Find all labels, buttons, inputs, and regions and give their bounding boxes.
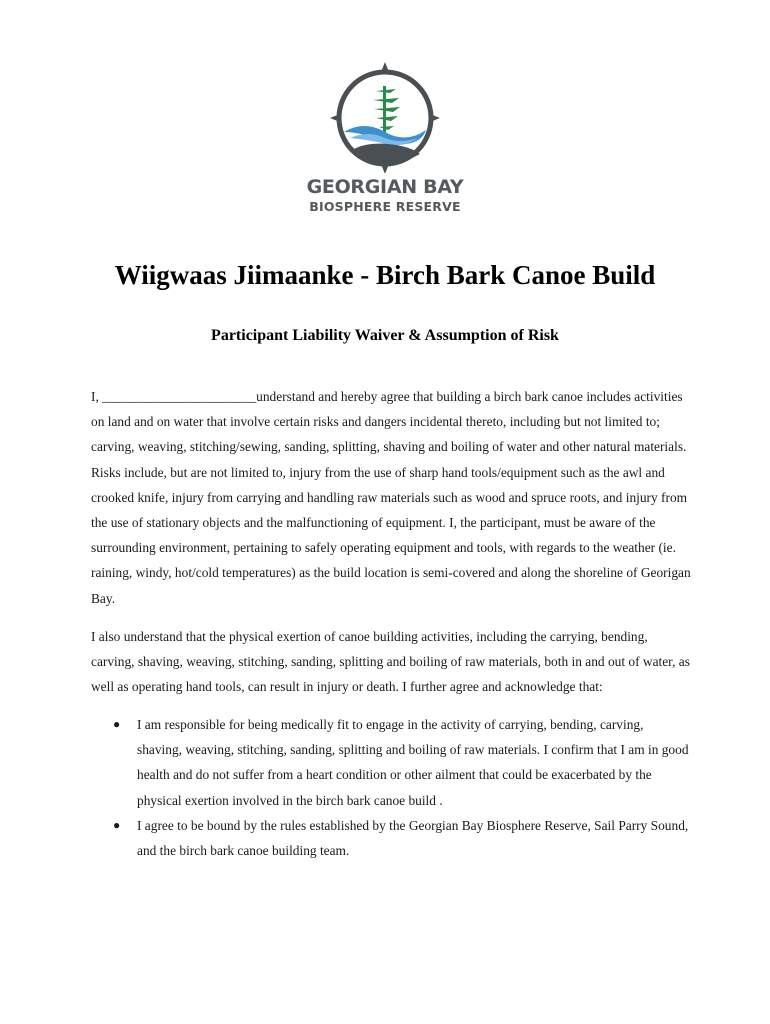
waiver-paragraph-1: I, _______________________understand and hereby agree that building a birch bark canoe includes activities on land and on water that involve certain risks and dangers incidental thereto, including but not limited to; carving, weaving, stitching/sewing, sanding, splitting, shaving and boiling of water and other natural materials. Risks include, but are not limited to, injury from the use of sharp hand tools/equipment such as the awl and crooked knife, injury from carrying and handling raw materials such as wood and spruce roots, and injury from the use of stationary objects and the malfunctioning of equipment. I, the participant, must be aware of the surrounding environment, pertaining to safely operating equipment and tools, with regards to the weather (ie. raining, windy, hot/cold temperatures) as the build location is semi-covered and along the shoreline of Georigan Bay. bbox=[91, 389, 691, 606]
org-logo bbox=[300, 58, 470, 218]
org-name-line2: BIOSPHERE RESERVE bbox=[309, 199, 461, 214]
list-item bbox=[91, 813, 691, 863]
biosphere-compass-icon bbox=[330, 58, 440, 173]
document-title: Wiigwaas Jiimaanke - Birch Bark Canoe Build bbox=[114, 260, 656, 290]
list-item-text: I am responsible for being medically fit to engage in the activity of carrying, bending, carving, shaving, weaving, stitching, sanding, splitting and boiling of raw materials. I confirm that I am in good health and do not suffer from a heart condition or other ailment that could be exacerbated by the physical exertion involved in the birch bark canoe build . bbox=[137, 717, 689, 808]
document-subtitle: Participant Liability Waiver & Assumption of Risk bbox=[211, 327, 559, 344]
acknowledgement-list bbox=[91, 712, 691, 863]
org-name-line1: GEORGIAN BAY bbox=[306, 176, 464, 198]
list-item bbox=[91, 712, 691, 813]
list-item-text: I agree to be bound by the rules established by the Georgian Bay Biosphere Reserve, Sail Parry Sound, and the birch bark canoe building team. bbox=[137, 817, 689, 859]
waiver-paragraph-2: I also understand that the physical exertion of canoe building activities, including the carrying, bending, carving, shaving, weaving, stitching, sanding, splitting and boiling of raw materials, both in and out of water, as well as operating hand tools, can result in injury or death. I further agree and acknowledge that: bbox=[91, 629, 690, 695]
bullet-icon: ● bbox=[113, 817, 121, 832]
bullet-icon: ● bbox=[113, 717, 121, 731]
